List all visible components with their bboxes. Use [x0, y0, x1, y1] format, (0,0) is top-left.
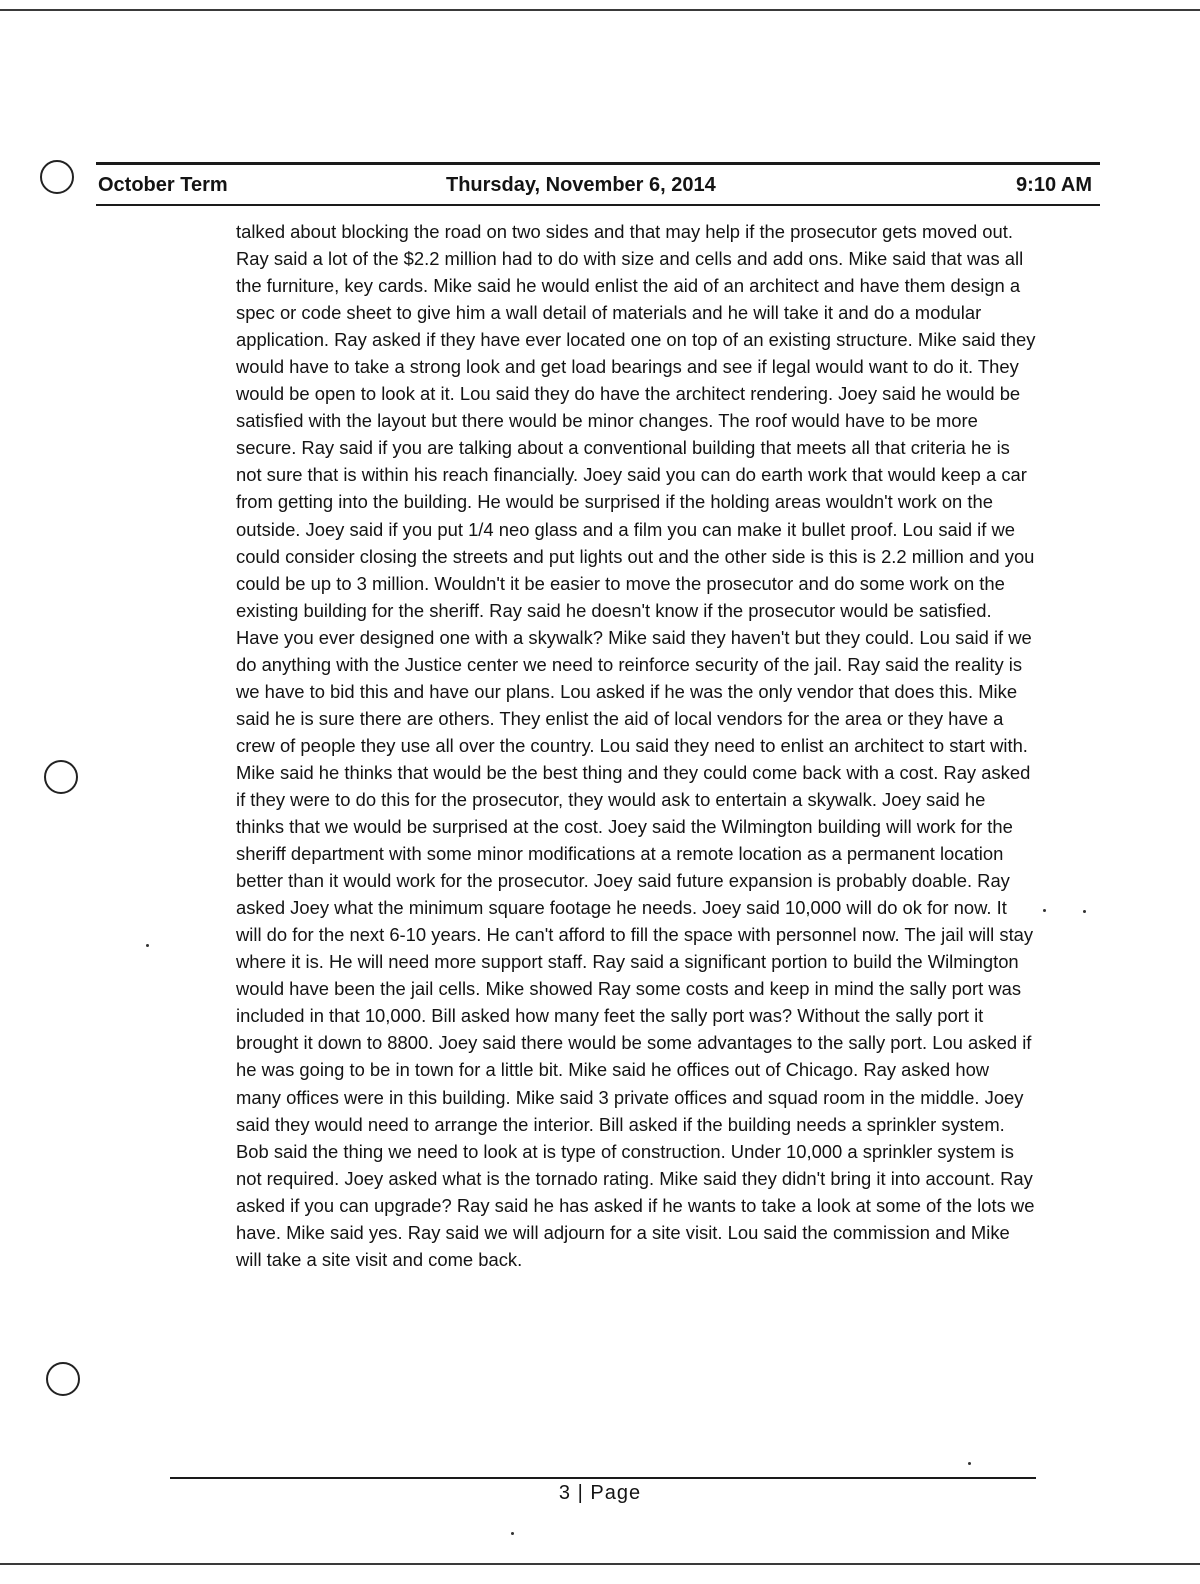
term-label: October Term — [98, 174, 228, 196]
meeting-time: 9:10 AM — [1016, 174, 1092, 196]
punch-hole-middle — [44, 760, 78, 794]
minutes-body: talked about blocking the road on two sides and that may help if the prosecutor gets moved out. Ray said a lot of the $2.2 million had to do with size and cells and add ons. Mike said that was all the furniture, key cards. Mike said he would enlist the aid of an architect and have them design a spec or code sheet to give him a wall detail of materials and he will take it and do a modular application. Ray asked if they have ever located one on top of an existing structure. Mike said they would have to take a strong look and get load bearings and see if legal would want to do it. They would be open to look at it. Lou said they do have the architect rendering. Joey said he would be satisfied with the layout but there would be minor changes. The roof would have to be more secure. Ray said if you are talking about a conventional building that meets all that criteria he is not sure that is within his reach financially. Joey said you can do earth work that would keep a car from getting into the building. He would be surprised if the holding areas wouldn't work on the outside. Joey said if you put 1/4 neo glass and a film you can make it bullet proof. Lou said if we could consider closing the streets and put lights out and the other side is this is 2.2 million and you could be up to 3 million. Wouldn't it be easier to move the prosecutor and do some work on the existing building for the sheriff. Ray said he doesn't know if the prosecutor would be satisfied. Have you ever designed one with a skywalk? Mike said they haven't but they could. Lou said if we do anything with the Justice center we need to reinforce security of the jail. Ray said the reality is we have to bid this and have our plans. Lou asked if he was the only vendor that does this. Mike said he is sure there are others. They enlist the aid of local vendors for the area or they have a crew of people they use all over the country. Lou said they need to enlist an architect to start with. Mike said he thinks that would be the best thing and they could come back with a cost. Ray asked if they were to do this for the prosecutor, they would ask to entertain a skywalk. Joey said he thinks that we would be surprised at the cost. Joey said the Wilmington building will work for the sheriff department with some minor modifications at a remote location as a permanent location better than it would work for the prosecutor. Joey said future expansion is probably doable. Ray asked Joey what the minimum square footage he needs. Joey said 10,000 will do ok for now. It will do for the next 6-10 years. He can't afford to fill the space with personnel now. The jail will stay where it is. He will need more support staff. Ray said a significant portion to build the Wilmington would have been the jail cells. Mike showed Ray some costs and keep in mind the sally port was included in that 10,000. Bill asked how many feet the sally port was? Without the sally port it brought it down to 8800. Joey said there would be some advantages to the sally port. Lou asked if he was going to be in town for a little bit. Mike said he offices out of Chicago. Ray asked how many offices were in this building. Mike said 3 private offices and squad room in the middle. Joey said they would need to arrange the interior. Bill asked if the building needs a sprinkler system. Bob said the thing we need to look at is type of construction. Under 10,000 a sprinkler system is not required. Joey asked what is the tornado rating. Mike said they didn't bring it into account. Ray asked if you can upgrade? Ray said he has asked if he wants to take a look at some of the lots we have. Mike said yes. Ray said we will adjourn for a site visit. Lou said the commission and Mike will take a site visit and come back. — [236, 221, 1036, 1270]
scan-top-edge — [0, 9, 1200, 11]
scan-speck — [968, 1462, 971, 1465]
meeting-date: Thursday, November 6, 2014 — [446, 174, 716, 196]
footer-rule — [170, 1477, 1036, 1479]
page-number: 3 | Page — [558, 1482, 642, 1504]
header-rule-bottom — [96, 204, 1100, 206]
scan-speck — [1083, 910, 1086, 913]
punch-hole-top — [40, 160, 74, 194]
scan-speck — [511, 1532, 514, 1535]
header-rule-top — [96, 162, 1100, 165]
punch-hole-bottom — [46, 1362, 80, 1396]
scan-speck — [1043, 909, 1046, 912]
scan-bottom-edge — [0, 1563, 1200, 1565]
scan-speck — [146, 944, 149, 947]
page-header — [98, 170, 1096, 200]
